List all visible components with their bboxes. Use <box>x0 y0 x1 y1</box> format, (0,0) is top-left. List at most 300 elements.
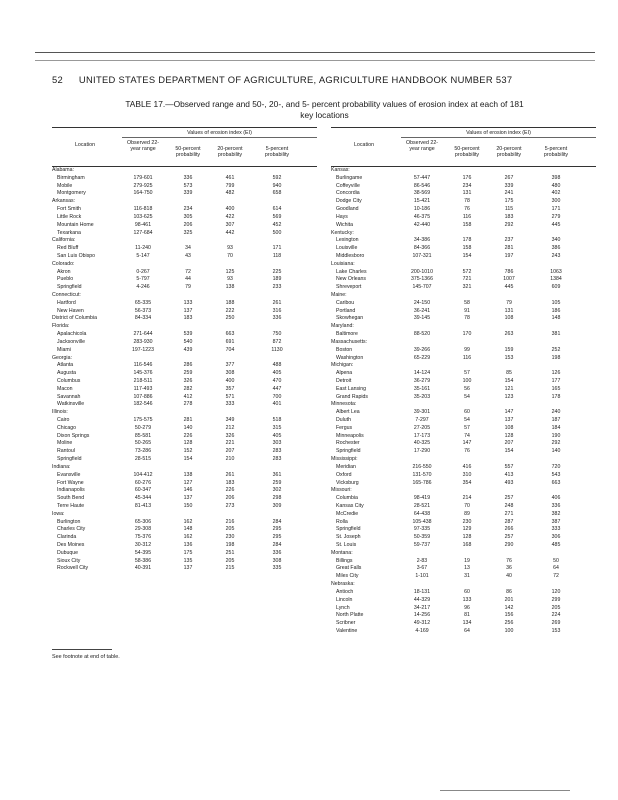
probability-5-cell: 336 <box>272 315 282 322</box>
observed-range-cell: 175-575 <box>133 417 153 423</box>
table-row <box>52 558 317 566</box>
state-heading-row <box>331 362 596 370</box>
observed-range-cell: 216-550 <box>412 463 432 470</box>
observed-range-cell: 35-203 <box>413 393 431 400</box>
location-name: Cairo <box>57 417 70 423</box>
observed-range-cell: 56-373 <box>134 307 152 314</box>
observed-range-cell: 116-546 <box>133 362 153 369</box>
location-name: North Platte <box>336 612 364 619</box>
probability-20-cell: 183 <box>504 213 514 220</box>
probability-50-cell: 281 <box>183 417 193 423</box>
probability-5-cell: 361 <box>272 471 282 478</box>
state-name: Nebraska: <box>331 581 355 588</box>
observed-range-cell: 30-312 <box>134 542 152 548</box>
state-heading-row <box>52 323 317 331</box>
observed-range-cell: 131-570 <box>412 471 432 478</box>
probability-20-cell: 704 <box>225 346 235 353</box>
observed-range-cell: 10-186 <box>413 206 431 213</box>
location-name: Macon <box>57 385 73 392</box>
probability-50-cell: 116 <box>462 213 472 220</box>
probability-20-cell: 571 <box>225 393 235 400</box>
location-name: Lynch <box>336 604 350 611</box>
table-row <box>52 230 317 238</box>
probability-5-cell: 279 <box>551 213 561 220</box>
column-observed-range: Observed 22-year range <box>126 140 160 152</box>
probability-20-cell: 663 <box>225 331 235 338</box>
location-name: Little Rock <box>57 213 82 220</box>
location-name: Caribou <box>336 299 355 306</box>
observed-range-cell: 165-786 <box>412 479 432 486</box>
probability-20-cell: 128 <box>504 432 514 439</box>
probability-20-cell: 290 <box>504 542 514 548</box>
probability-20-cell: 125 <box>225 268 235 275</box>
probability-5-cell: 940 <box>272 182 282 189</box>
probability-5-cell: 64 <box>553 565 559 572</box>
table-row <box>331 605 596 613</box>
probability-5-cell: 292 <box>551 440 561 447</box>
observed-range-cell: 200-1010 <box>411 268 433 275</box>
table-row <box>52 331 317 339</box>
probability-20-cell: 400 <box>225 377 235 384</box>
probability-20-cell: 115 <box>504 206 514 213</box>
probability-20-cell: 175 <box>504 198 514 205</box>
probability-20-cell: 339 <box>504 182 514 189</box>
probability-50-cell: 278 <box>183 401 193 408</box>
location-name: Detroit <box>336 377 352 384</box>
location-name: Jacksonville <box>57 338 85 345</box>
location-name: Springfield <box>336 448 361 455</box>
probability-50-cell: 158 <box>462 245 472 252</box>
state-heading-row <box>331 487 596 495</box>
probability-5-cell: 406 <box>551 495 561 502</box>
probability-5-cell: 165 <box>551 385 561 392</box>
table-row <box>52 206 317 214</box>
table-row <box>52 542 317 550</box>
observed-range-cell: 58-386 <box>134 557 152 564</box>
probability-20-cell: 207 <box>504 440 514 447</box>
state-name: Minnesota: <box>331 401 357 408</box>
probability-20-cell: 131 <box>504 307 514 314</box>
table-row <box>52 308 317 316</box>
probability-20-cell: 93 <box>227 245 233 252</box>
table-row <box>331 269 596 277</box>
probability-20-cell: 201 <box>504 596 514 603</box>
observed-range-cell: 103-625 <box>133 213 153 220</box>
probability-5-cell: 178 <box>551 393 561 400</box>
probability-50-cell: 19 <box>464 557 470 564</box>
location-name: Dubuque <box>57 549 79 556</box>
location-name: New Haven <box>57 307 84 314</box>
observed-range-cell: 18-131 <box>413 588 431 595</box>
probability-5-cell: 190 <box>551 432 561 439</box>
observed-range-cell: 17-173 <box>413 432 431 439</box>
table-row <box>52 534 317 542</box>
observed-range-cell: 4-169 <box>415 627 429 634</box>
probability-20-cell: 154 <box>504 448 514 455</box>
probability-50-cell: 89 <box>464 510 470 517</box>
location-name: Billings <box>336 557 353 564</box>
probability-5-cell: 1130 <box>271 346 283 353</box>
table-row <box>331 558 596 566</box>
observed-range-cell: 104-412 <box>133 471 153 478</box>
table-row <box>52 378 317 386</box>
table-row <box>331 308 596 316</box>
probability-50-cell: 162 <box>183 534 193 541</box>
probability-5-cell: 333 <box>551 526 561 533</box>
table-row <box>52 487 317 495</box>
probability-5-cell: 205 <box>551 604 561 611</box>
probability-20-cell: 281 <box>504 245 514 252</box>
location-name: Skowhegan <box>336 315 364 322</box>
probability-5-cell: 387 <box>551 518 561 525</box>
observed-range-cell: 271-644 <box>133 331 153 338</box>
table-row <box>52 480 317 488</box>
probability-20-cell: 197 <box>504 252 514 259</box>
location-name: Boston <box>336 346 353 353</box>
probability-50-cell: 58 <box>464 299 470 306</box>
table-row <box>52 394 317 402</box>
probability-5-cell: 401 <box>272 401 282 408</box>
location-name: Texarkana <box>57 229 81 236</box>
probability-50-cell: 76 <box>464 448 470 455</box>
probability-50-cell: 214 <box>462 495 472 502</box>
location-name: Apalachicola <box>57 331 87 338</box>
probability-20-cell: 221 <box>225 440 235 447</box>
probability-5-cell: 243 <box>551 252 561 259</box>
probability-5-cell: 700 <box>272 393 282 400</box>
probability-50-cell: 91 <box>464 307 470 314</box>
probability-20-cell: 251 <box>225 549 235 556</box>
column-50-percent: 50-percent probability <box>175 146 201 158</box>
location-name: Rochester <box>336 440 360 447</box>
probability-5-cell: 609 <box>551 284 561 291</box>
observed-range-cell: 64-438 <box>413 510 431 517</box>
location-name: Montgomery <box>57 190 86 197</box>
probability-50-cell: 13 <box>464 565 470 572</box>
probability-20-cell: 138 <box>225 284 235 291</box>
observed-range-cell: 2-83 <box>416 557 428 564</box>
location-name: Fort Smith <box>57 206 81 213</box>
probability-50-cell: 154 <box>183 456 193 463</box>
observed-range-cell: 50-265 <box>134 440 152 447</box>
table-row <box>331 222 596 230</box>
probability-5-cell: 283 <box>272 448 282 455</box>
probability-50-cell: 305 <box>183 213 193 220</box>
probability-5-cell: 252 <box>551 346 561 353</box>
probability-50-cell: 721 <box>462 276 472 283</box>
state-name: Kentucky: <box>331 229 354 236</box>
probability-50-cell: 70 <box>464 502 470 509</box>
observed-range-cell: 65-335 <box>134 299 152 306</box>
location-name: Scribner <box>336 620 356 627</box>
location-name: Springfield <box>336 526 361 533</box>
observed-range-cell: 57-447 <box>413 174 431 181</box>
location-name: Alpena <box>336 370 353 377</box>
probability-5-cell: 140 <box>551 448 561 455</box>
table-right-half <box>331 127 596 636</box>
location-name: Columbus <box>57 377 81 384</box>
observed-range-cell: 40-391 <box>134 565 152 572</box>
state-heading-row <box>52 198 317 206</box>
top-rule-secondary <box>35 60 595 61</box>
probability-50-cell: 44 <box>185 276 191 283</box>
observed-range-cell: 40-325 <box>413 440 431 447</box>
table-row <box>331 628 596 636</box>
location-name: Valentine <box>336 627 358 634</box>
probability-20-cell: 493 <box>504 479 514 486</box>
location-name: Dixon Springs <box>57 432 90 439</box>
probability-50-cell: 99 <box>464 346 470 353</box>
table-row <box>52 448 317 456</box>
caption-line-2: key locations <box>300 110 349 120</box>
probability-5-cell: 171 <box>551 206 561 213</box>
table-body-left <box>52 167 317 573</box>
probability-50-cell: 79 <box>185 284 191 291</box>
table-row <box>52 456 317 464</box>
probability-5-cell: 240 <box>551 409 561 416</box>
state-name: Maine: <box>331 292 347 298</box>
probability-50-cell: 150 <box>183 502 193 509</box>
probability-50-cell: 74 <box>464 432 470 439</box>
probability-50-cell: 72 <box>185 268 191 275</box>
probability-5-cell: 398 <box>551 174 561 181</box>
probability-20-cell: 183 <box>225 479 235 486</box>
observed-range-cell: 42-440 <box>413 221 431 228</box>
probability-20-cell: 237 <box>504 237 514 244</box>
probability-20-cell: 123 <box>504 393 514 400</box>
table-row <box>331 565 596 573</box>
observed-range-cell: 3-67 <box>416 565 428 572</box>
probability-50-cell: 354 <box>462 479 472 486</box>
probability-50-cell: 234 <box>183 206 193 213</box>
probability-50-cell: 282 <box>183 385 193 392</box>
table-row <box>52 362 317 370</box>
location-name: Fort Wayne <box>57 479 84 486</box>
location-name: Miles City <box>336 573 359 580</box>
observed-range-cell: 5-147 <box>136 252 150 259</box>
location-name: Birmingham <box>57 174 85 181</box>
table-row <box>52 222 317 230</box>
probability-50-cell: 152 <box>183 448 193 455</box>
probability-50-cell: 60 <box>464 588 470 595</box>
probability-20-cell: 121 <box>504 385 514 392</box>
probability-5-cell: 316 <box>272 307 282 314</box>
table-row <box>331 417 596 425</box>
probability-5-cell: 518 <box>272 417 282 423</box>
observed-range-cell: 28-515 <box>134 456 152 463</box>
probability-5-cell: 187 <box>551 417 561 423</box>
probability-5-cell: 315 <box>272 424 282 431</box>
probability-50-cell: 140 <box>183 424 193 431</box>
probability-5-cell: 470 <box>272 377 282 384</box>
location-name: Lincoln <box>336 596 353 603</box>
location-name: Mobile <box>57 182 73 189</box>
table-row <box>331 511 596 519</box>
state-heading-row <box>331 581 596 589</box>
probability-20-cell: 308 <box>225 370 235 377</box>
probability-20-cell: 357 <box>225 385 235 392</box>
location-name: Great Falls <box>336 565 362 572</box>
probability-50-cell: 572 <box>462 268 472 275</box>
table-row <box>52 425 317 433</box>
location-name: Shreveport <box>336 284 362 291</box>
probability-50-cell: 64 <box>464 627 470 634</box>
state-heading-row <box>331 167 596 175</box>
observed-range-cell: 44-329 <box>413 596 431 603</box>
probability-5-cell: 283 <box>272 456 282 463</box>
state-name: Mississippi: <box>331 456 358 463</box>
location-name: Sioux City <box>57 557 81 564</box>
probability-50-cell: 96 <box>464 604 470 611</box>
table-row <box>331 386 596 394</box>
probability-5-cell: 225 <box>272 268 282 275</box>
table-header <box>331 127 596 167</box>
probability-5-cell: 336 <box>551 502 561 509</box>
table-row <box>52 245 317 253</box>
probability-50-cell: 178 <box>462 237 472 244</box>
location-name: Atlanta <box>57 362 74 369</box>
table-row <box>52 284 317 292</box>
location-name: San Luis Obispo <box>57 252 96 259</box>
table-row <box>52 269 317 277</box>
probability-20-cell: 188 <box>225 299 235 306</box>
observed-range-cell: 0-267 <box>136 268 150 275</box>
location-name: Coffeyville <box>336 182 360 189</box>
probability-50-cell: 206 <box>183 221 193 228</box>
state-name: Illinois: <box>52 409 68 416</box>
location-name: Portland <box>336 307 356 314</box>
location-name: Washington <box>336 354 364 361</box>
table-row <box>331 175 596 183</box>
location-name: East Lansing <box>336 385 366 392</box>
state-heading-row <box>331 456 596 464</box>
observed-range-cell: 17-290 <box>413 448 431 455</box>
table-row <box>331 190 596 198</box>
column-20-percent: 20-percent probability <box>217 146 243 158</box>
observed-range-cell: 34-217 <box>413 604 431 611</box>
probability-50-cell: 78 <box>464 198 470 205</box>
probability-5-cell: 382 <box>551 510 561 517</box>
location-name: Oxford <box>336 471 352 478</box>
probability-20-cell: 241 <box>504 190 514 197</box>
state-heading-row <box>52 464 317 472</box>
probability-50-cell: 54 <box>464 393 470 400</box>
location-name: Louisville <box>336 245 358 252</box>
probability-5-cell: 720 <box>551 463 561 470</box>
probability-50-cell: 116 <box>462 354 472 361</box>
table-row <box>52 370 317 378</box>
probability-5-cell: 340 <box>551 237 561 244</box>
location-name: Vicksburg <box>336 479 359 486</box>
location-name: Pueblo <box>57 276 74 283</box>
observed-range-cell: 60-347 <box>134 487 152 494</box>
location-name: Akron <box>57 268 71 275</box>
observed-range-cell: 97-335 <box>413 526 431 533</box>
probability-20-cell: 266 <box>504 526 514 533</box>
observed-range-cell: 98-419 <box>413 495 431 502</box>
top-rule <box>35 52 595 53</box>
column-location: Location <box>74 142 96 148</box>
probability-20-cell: 1007 <box>503 276 515 283</box>
state-name: Iowa: <box>52 510 65 517</box>
table-row <box>331 480 596 488</box>
observed-range-cell: 279-925 <box>133 182 153 189</box>
probability-50-cell: 416 <box>462 463 472 470</box>
probability-5-cell: 405 <box>272 370 282 377</box>
probability-5-cell: 126 <box>551 370 561 377</box>
table-row <box>52 519 317 527</box>
probability-20-cell: 93 <box>227 276 233 283</box>
probability-20-cell: 307 <box>225 221 235 228</box>
observed-range-cell: 39-145 <box>413 315 431 322</box>
table-row <box>52 550 317 558</box>
table-row <box>331 495 596 503</box>
probability-50-cell: 137 <box>183 495 193 502</box>
state-heading-row <box>331 230 596 238</box>
probability-20-cell: 76 <box>506 557 512 564</box>
probability-50-cell: 133 <box>183 299 193 306</box>
location-name: Antioch <box>336 588 354 595</box>
table-row <box>331 206 596 214</box>
observed-range-cell: 27-205 <box>413 424 431 431</box>
observed-range-cell: 145-707 <box>412 284 432 291</box>
observed-range-cell: 36-279 <box>413 377 431 384</box>
probability-5-cell: 269 <box>551 620 561 627</box>
probability-5-cell: 750 <box>272 331 282 338</box>
probability-20-cell: 257 <box>504 534 514 541</box>
observed-range-cell: 98-461 <box>134 221 152 228</box>
observed-range-cell: 218-511 <box>133 377 153 384</box>
location-name: Baltimore <box>336 331 358 338</box>
location-name: Red Bluff <box>57 245 79 252</box>
probability-5-cell: 663 <box>551 479 561 486</box>
footnote: See footnote at end of table. <box>52 654 120 660</box>
observed-range-cell: 65-229 <box>413 354 431 361</box>
observed-range-cell: 116-818 <box>133 206 153 213</box>
table-row <box>331 597 596 605</box>
column-20-percent: 20-percent probability <box>496 146 522 158</box>
state-name: Alabama: <box>52 167 74 173</box>
probability-20-cell: 86 <box>506 588 512 595</box>
column-group-label: Values of erosion index (EI) <box>122 130 317 138</box>
probability-50-cell: 128 <box>462 534 472 541</box>
caption-line-1: TABLE 17.—Observed range and 50-, 20-, and 5- percent probability values of erosion index at each of 181 <box>125 99 524 109</box>
location-name: Charles City <box>57 526 86 533</box>
probability-20-cell: 147 <box>504 409 514 416</box>
probability-50-cell: 56 <box>464 385 470 392</box>
probability-50-cell: 259 <box>183 370 193 377</box>
state-heading-row <box>52 355 317 363</box>
observed-range-cell: 29-308 <box>134 526 152 533</box>
table-row <box>331 542 596 550</box>
table-row <box>331 370 596 378</box>
probability-20-cell: 198 <box>225 542 235 548</box>
probability-5-cell: 336 <box>272 549 282 556</box>
probability-50-cell: 81 <box>464 612 470 619</box>
location-name: Kansas City <box>336 502 364 509</box>
probability-50-cell: 127 <box>183 479 193 486</box>
probability-5-cell: 872 <box>272 338 282 345</box>
probability-20-cell: 108 <box>504 315 514 322</box>
probability-5-cell: 259 <box>272 479 282 486</box>
probability-50-cell: 339 <box>183 190 193 197</box>
probability-5-cell: 308 <box>272 557 282 564</box>
observed-range-cell: 182-546 <box>133 401 153 408</box>
probability-20-cell: 257 <box>504 495 514 502</box>
probability-20-cell: 210 <box>225 456 235 463</box>
probability-5-cell: 171 <box>272 245 282 252</box>
probability-20-cell: 137 <box>504 417 514 423</box>
